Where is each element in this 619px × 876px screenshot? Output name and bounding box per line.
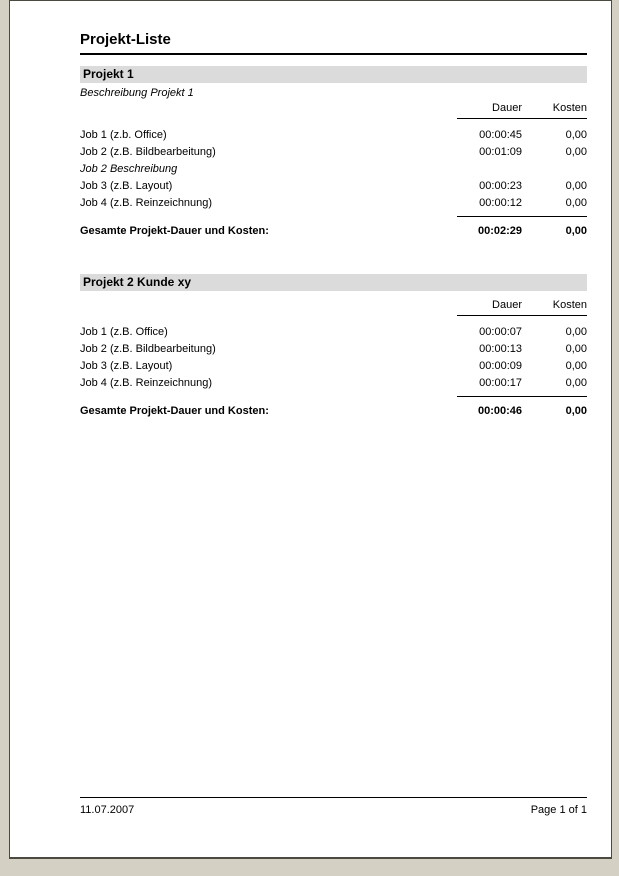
- job-dauer-value: 00:00:09: [479, 359, 522, 372]
- job-row: [80, 177, 587, 194]
- job-row: [80, 374, 587, 391]
- job-kosten-value: 0,00: [565, 179, 587, 192]
- job-kosten-value: 0,00: [565, 342, 587, 355]
- total-kosten-value: 0,00: [565, 405, 587, 417]
- project-section-header: Projekt 1: [80, 66, 587, 83]
- report-content: [80, 1, 587, 418]
- job-row: [80, 126, 587, 143]
- job-label: Job 3 (z.B. Layout): [80, 359, 173, 372]
- section-total-row: [80, 405, 587, 418]
- footer-page-number: Page 1 of 1: [530, 804, 587, 816]
- column-header-kosten: Kosten: [552, 299, 587, 311]
- job-kosten-value: 0,00: [565, 128, 587, 141]
- project-section: [80, 274, 587, 418]
- job-label: Job 3 (z.B. Layout): [80, 179, 173, 192]
- report-footer: [80, 797, 587, 817]
- job-row: [80, 357, 587, 374]
- job-row: [80, 194, 587, 211]
- project-section-header: Projekt 2 Kunde xy: [80, 274, 587, 291]
- report-title: Projekt-Liste: [80, 1, 587, 55]
- total-dauer-value: 00:00:46: [477, 405, 522, 417]
- section-total-row: [80, 225, 587, 238]
- job-kosten-value: 0,00: [565, 359, 587, 372]
- sections: [80, 66, 587, 418]
- total-kosten-value: 0,00: [565, 225, 587, 237]
- job-label: Job 2 (z.B. Bildbearbeitung): [80, 145, 216, 158]
- total-label: Gesamte Projekt-Dauer und Kosten:: [80, 225, 269, 237]
- job-label: Job 1 (z.B. Office): [80, 325, 168, 338]
- job-label: Job 4 (z.B. Reinzeichnung): [80, 196, 213, 209]
- job-dauer-value: 00:01:09: [479, 145, 522, 158]
- job-dauer-value: 00:00:17: [479, 376, 522, 389]
- job-kosten-value: 0,00: [565, 196, 587, 209]
- job-row: [80, 323, 587, 340]
- total-dauer-value: 00:02:29: [477, 225, 522, 237]
- job-kosten-value: 0,00: [565, 145, 587, 158]
- column-header-rule: [457, 315, 587, 316]
- job-dauer-value: 00:00:45: [479, 128, 522, 141]
- job-dauer-value: 00:00:23: [479, 179, 522, 192]
- report-page: [9, 0, 612, 859]
- job-kosten-value: 0,00: [565, 325, 587, 338]
- job-row: [80, 143, 587, 160]
- total-rule: [457, 216, 587, 217]
- total-label: Gesamte Projekt-Dauer und Kosten:: [80, 405, 269, 417]
- job-row: [80, 340, 587, 357]
- total-rule: [457, 396, 587, 397]
- job-rows: [80, 126, 587, 211]
- column-spacer: [80, 299, 457, 312]
- job-label: Job 1 (z.b. Office): [80, 128, 167, 141]
- column-header-kosten: Kosten: [552, 102, 587, 114]
- column-header-dauer: Dauer: [492, 102, 522, 114]
- job-dauer-value: 00:00:13: [479, 342, 522, 355]
- column-header-rule: [457, 118, 587, 119]
- job-rows: [80, 323, 587, 391]
- column-header-row: [80, 299, 587, 312]
- job-note-label: Job 2 Beschreibung: [80, 162, 178, 175]
- job-dauer-value: 00:00:12: [479, 196, 522, 209]
- column-header-row: [80, 102, 587, 115]
- job-label: Job 2 (z.B. Bildbearbeitung): [80, 342, 216, 355]
- column-header-dauer: Dauer: [492, 299, 522, 311]
- footer-date: 11.07.2007: [80, 804, 135, 816]
- project-section: [80, 66, 587, 238]
- job-note-row: [80, 160, 587, 177]
- job-kosten-value: 0,00: [565, 376, 587, 389]
- job-label: Job 4 (z.B. Reinzeichnung): [80, 376, 213, 389]
- project-description: Beschreibung Projekt 1: [80, 87, 194, 99]
- column-spacer: [80, 102, 457, 115]
- job-dauer-value: 00:00:07: [479, 325, 522, 338]
